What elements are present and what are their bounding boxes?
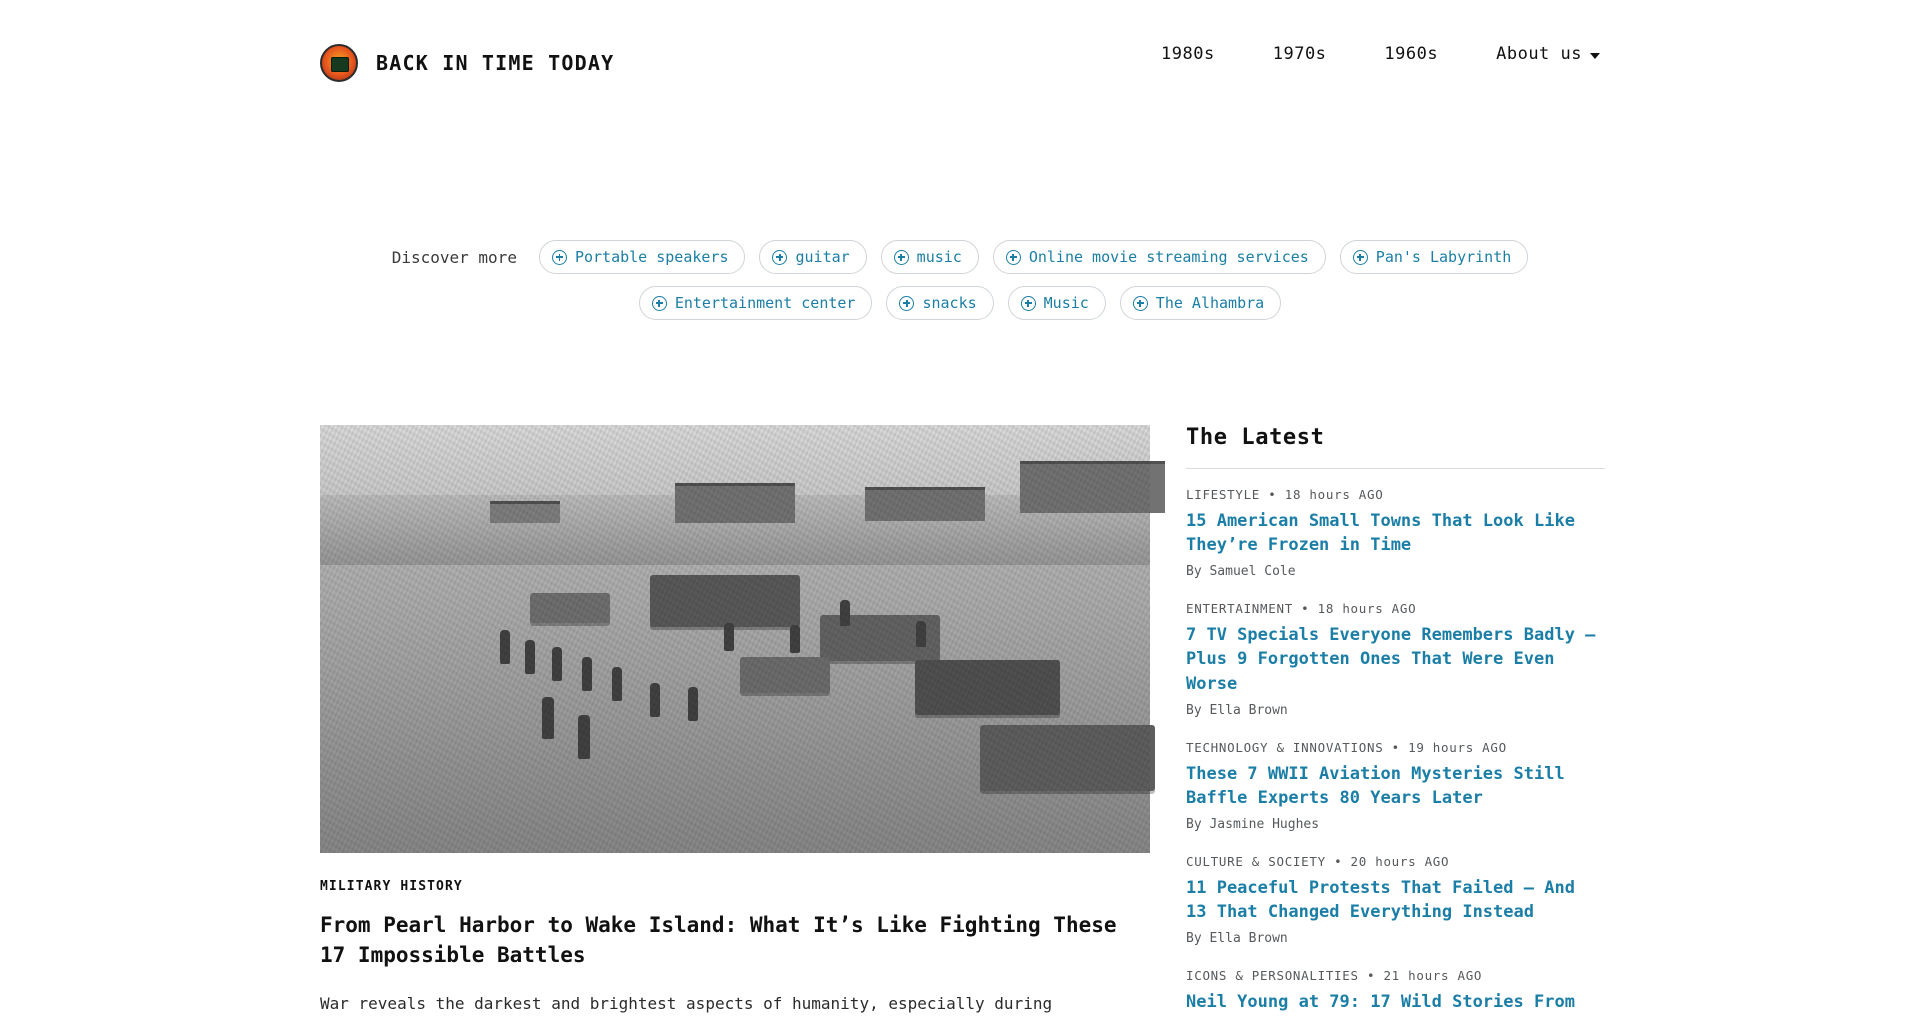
discover-chip[interactable]	[1008, 286, 1106, 320]
latest-item-category: CULTURE & SOCIETY	[1186, 853, 1326, 869]
discover-more-section	[0, 240, 1920, 320]
site-header	[0, 0, 1920, 100]
photo-grain-overlay	[320, 425, 1150, 853]
latest-item-time: 20 hours AGO	[1350, 853, 1450, 869]
latest-item-separator: •	[1391, 739, 1400, 755]
latest-item-time: 19 hours AGO	[1408, 739, 1507, 755]
list-item	[1186, 601, 1605, 717]
latest-item-headline[interactable]: These 7 WWII Aviation Mysteries Still Baffle Experts 80 Years Later	[1186, 763, 1565, 808]
plus-circle-icon	[894, 250, 909, 265]
plus-circle-icon	[1133, 296, 1148, 311]
list-item	[1186, 740, 1605, 832]
list-item	[1186, 487, 1605, 579]
discover-chip-label: guitar	[795, 248, 850, 266]
vintage-badge-icon	[320, 44, 358, 82]
site-title: BACK IN TIME TODAY	[376, 51, 615, 75]
latest-item-meta	[1186, 968, 1605, 983]
latest-item-separator: •	[1334, 853, 1343, 869]
discover-chip-label: music	[916, 248, 962, 266]
discover-chip-label: Music	[1043, 294, 1089, 312]
plus-circle-icon	[652, 296, 667, 311]
chevron-down-icon	[1590, 53, 1600, 59]
nav-item-1960s[interactable]: 1960s	[1384, 44, 1439, 64]
latest-item-category: ENTERTAINMENT	[1186, 601, 1293, 617]
latest-item-category: ICONS & PERSONALITIES	[1186, 968, 1359, 984]
discover-chip-label: Pan's Labyrinth	[1375, 248, 1512, 266]
latest-item-separator: •	[1301, 601, 1310, 617]
list-item	[1186, 968, 1605, 1014]
nav-item-1980s[interactable]: 1980s	[1161, 44, 1215, 64]
plus-circle-icon	[1353, 250, 1368, 265]
latest-item-byline: By Ella Brown	[1186, 702, 1288, 718]
feature-article-excerpt: War reveals the darkest and brightest aspects of humanity, especially during	[320, 993, 1053, 1013]
discover-chip[interactable]	[993, 240, 1326, 274]
brand-link[interactable]	[320, 44, 614, 82]
plus-circle-icon	[1006, 250, 1021, 265]
latest-item-category: TECHNOLOGY & INNOVATIONS	[1186, 739, 1384, 755]
latest-item-headline[interactable]: 7 TV Specials Everyone Remembers Badly — Plus 9 Forgotten Ones That Were Even Worse	[1186, 625, 1596, 694]
latest-section-title: The Latest	[1186, 425, 1605, 469]
discover-chip-label: Portable speakers	[574, 248, 729, 266]
plus-circle-icon	[899, 296, 914, 311]
feature-article	[320, 425, 1150, 1036]
latest-item-meta	[1186, 487, 1605, 502]
latest-sidebar	[1186, 425, 1605, 1036]
plus-circle-icon	[1021, 296, 1036, 311]
nav-item-about-us-label: About us	[1496, 44, 1582, 64]
latest-item-meta	[1186, 854, 1605, 869]
plus-circle-icon	[552, 250, 567, 265]
latest-item-byline: By Ella Brown	[1186, 931, 1288, 947]
latest-item-category: LIFESTYLE	[1186, 487, 1261, 502]
latest-item-time: 18 hours AGO	[1317, 601, 1417, 617]
list-item	[1186, 854, 1605, 946]
latest-item-meta	[1186, 601, 1605, 616]
latest-item-separator: •	[1268, 487, 1277, 502]
main-content	[320, 425, 1605, 1036]
discover-chip-label: Entertainment center	[674, 294, 856, 312]
discover-chip[interactable]	[639, 286, 873, 320]
latest-item-headline[interactable]: Neil Young at 79: 17 Wild Stories From	[1186, 992, 1575, 1013]
discover-chip[interactable]	[759, 240, 866, 274]
discover-chip-label: The Alhambra	[1155, 294, 1265, 312]
latest-item-time: 21 hours AGO	[1383, 968, 1483, 984]
feature-article-image[interactable]	[320, 425, 1150, 853]
plus-circle-icon	[772, 250, 787, 265]
feature-article-title[interactable]: From Pearl Harbor to Wake Island: What It’s Like Fighting These 17 Impossible Battles	[320, 913, 1117, 968]
feature-article-category: MILITARY HISTORY	[320, 879, 463, 894]
discover-chip[interactable]	[1120, 286, 1281, 320]
nav-item-about-us[interactable]	[1496, 44, 1600, 64]
discover-chip[interactable]	[886, 286, 993, 320]
latest-item-byline: By Jasmine Hughes	[1186, 816, 1320, 832]
main-nav	[1161, 44, 1600, 64]
latest-item-separator: •	[1366, 968, 1376, 984]
discover-chip[interactable]	[1340, 240, 1528, 274]
discover-chip-label: snacks	[922, 294, 977, 312]
discover-chip-label: Online movie streaming services	[1028, 248, 1309, 266]
discover-chip[interactable]	[539, 240, 746, 274]
latest-item-time: 18 hours AGO	[1284, 487, 1384, 502]
discover-chip-row	[335, 240, 1585, 320]
nav-item-1970s[interactable]: 1970s	[1272, 44, 1327, 64]
latest-item-meta	[1186, 740, 1605, 755]
latest-item-headline[interactable]: 15 American Small Towns That Look Like They’re Frozen in Time	[1186, 511, 1575, 556]
discover-more-label: Discover more	[391, 247, 517, 267]
latest-item-headline[interactable]: 11 Peaceful Protests That Failed — And 13 That Changed Everything Instead	[1186, 877, 1575, 922]
latest-item-byline: By Samuel Cole	[1186, 564, 1296, 580]
discover-chip[interactable]	[881, 240, 979, 274]
